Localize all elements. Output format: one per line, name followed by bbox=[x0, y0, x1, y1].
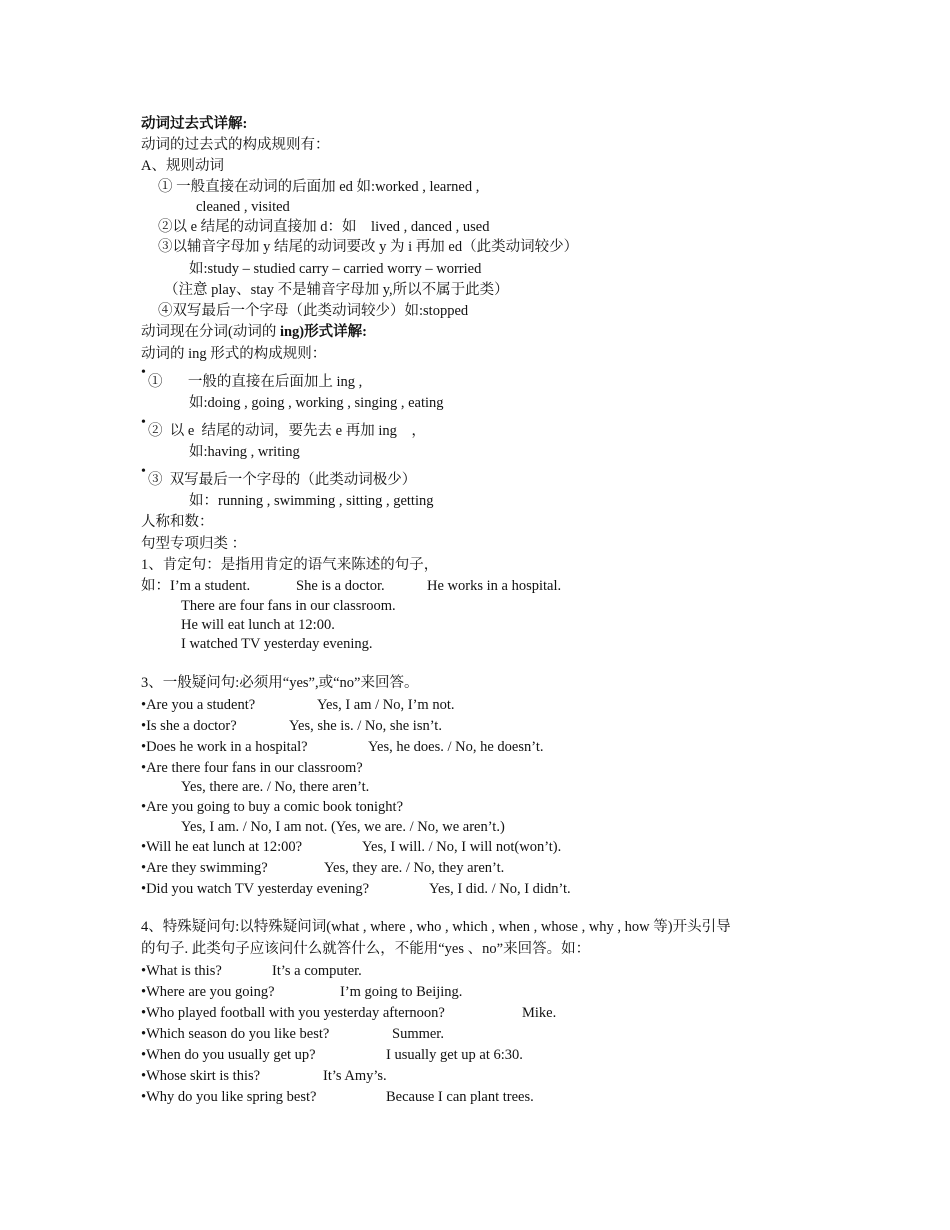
ing-title-part-1: 动词现在分词(动词的 bbox=[141, 324, 280, 340]
affirmative-example-1 bbox=[141, 577, 562, 595]
bullet: • bbox=[141, 860, 147, 876]
wh-question: Why do you like spring best? bbox=[146, 1089, 317, 1105]
yn-question: Did you watch TV yesterday evening? bbox=[146, 881, 370, 897]
page-title: 动词过去式详解: bbox=[141, 116, 248, 132]
bullet: • bbox=[141, 799, 147, 815]
affirmative-example-4: I watched TV yesterday evening. bbox=[181, 636, 373, 652]
ing-rule-1: ① 一般的直接在后面加上 ing , bbox=[148, 374, 363, 390]
ing-section-title bbox=[141, 323, 367, 341]
affirm-ex-1c: He works in a hospital. bbox=[427, 578, 562, 594]
wh-item bbox=[141, 962, 362, 980]
bullet: • bbox=[141, 984, 147, 1000]
rule-4: ④双写最后一个字母（此类动词较少）如:stopped bbox=[158, 303, 469, 319]
bullet: • bbox=[141, 1005, 147, 1021]
rule-3: ③以辅音字母加 y 结尾的动词要改 y 为 i 再加 ed（此类动词较少） bbox=[158, 239, 579, 255]
past-rules-intro: 动词的过去式的构成规则有： bbox=[141, 137, 330, 153]
affirm-ex-1a: 如：I’m a student. bbox=[141, 578, 251, 594]
wh-item bbox=[141, 1025, 444, 1043]
yn-question: Are there four fans in our classroom? bbox=[146, 760, 363, 776]
yn-answer: Yes, I am / No, I’m not. bbox=[317, 697, 455, 713]
wh-question: Whose skirt is this? bbox=[146, 1068, 261, 1084]
yn-item bbox=[141, 880, 571, 898]
wh-question: Which season do you like best? bbox=[146, 1026, 330, 1042]
wh-answer: I usually get up at 6:30. bbox=[386, 1047, 523, 1063]
yn-question: Are you going to buy a comic book tonight? bbox=[146, 799, 404, 815]
affirm-ex-1b: She is a doctor. bbox=[296, 578, 385, 594]
yn-answer: Yes, I will. / No, I will not(won’t). bbox=[362, 839, 562, 855]
bullet: • bbox=[141, 697, 147, 713]
wh-answer: Summer. bbox=[392, 1026, 444, 1042]
yn-question: Will he eat lunch at 12:00? bbox=[146, 839, 303, 855]
wh-question: When do you usually get up? bbox=[146, 1047, 316, 1063]
section-a-heading: A、规则动词 bbox=[141, 158, 224, 174]
yn-answer: Yes, I did. / No, I didn’t. bbox=[429, 881, 571, 897]
sentence-types-heading: 句型专项归类 ： bbox=[141, 536, 247, 552]
ing-title-part-3: )形式详解: bbox=[299, 324, 367, 340]
yn-answer: Yes, I am. / No, I am not. (Yes, we are. / No, we aren’t.) bbox=[181, 819, 505, 835]
yn-answer: Yes, he does. / No, he doesn’t. bbox=[368, 739, 544, 755]
wh-answer: It’s Amy’s. bbox=[323, 1068, 387, 1084]
bullet: • bbox=[141, 1068, 147, 1084]
ing-title-part-2: ing bbox=[279, 324, 300, 340]
yn-answer: Yes, she is. / No, she isn’t. bbox=[289, 718, 442, 734]
wh-item bbox=[141, 1046, 523, 1064]
yn-question: Does he work in a hospital? bbox=[146, 739, 308, 755]
ing-rule-3-example: 如：running , swimming , sitting , getting bbox=[189, 493, 434, 509]
wh-item bbox=[141, 1067, 387, 1085]
yn-question: Is she a doctor? bbox=[146, 718, 237, 734]
ing-rule-1-example: 如:doing , going , working , singing , eating bbox=[189, 395, 444, 411]
bullet: • bbox=[141, 1089, 147, 1105]
rule-1-line-1: ① 一般直接在动词的后面加 ed 如:worked , learned , bbox=[158, 179, 480, 195]
wh-question: Who played football with you yesterday afternoon? bbox=[146, 1005, 445, 1021]
bullet-ing-2: • bbox=[141, 415, 146, 430]
bullet: • bbox=[141, 963, 147, 979]
bullet: • bbox=[141, 1047, 147, 1063]
bullet: • bbox=[141, 1026, 147, 1042]
bullet: • bbox=[141, 718, 147, 734]
ing-intro: 动词的 ing 形式的构成规则： bbox=[141, 346, 327, 362]
wh-item bbox=[141, 1004, 557, 1022]
yn-question: Are you a student? bbox=[146, 697, 256, 713]
wh-item bbox=[141, 1088, 534, 1106]
affirmative-title: 1、肯定句：是指用肯定的语气来陈述的句子， bbox=[141, 557, 439, 573]
yn-item bbox=[141, 838, 562, 856]
bullet: • bbox=[141, 739, 147, 755]
rule-3-example: 如:study – studied carry – carried worry – worried bbox=[189, 261, 482, 277]
yn-item bbox=[141, 738, 544, 756]
rule-2: ②以 e 结尾的动词直接加 d：如 lived , danced , used bbox=[158, 219, 490, 235]
ing-rule-2: ② 以 e 结尾的动词，要先去 e 再加 ing ， bbox=[148, 423, 426, 439]
yes-no-title: 3、一般疑问句:必须用“yes”,或“no”来回答。 bbox=[141, 675, 419, 691]
wh-item bbox=[141, 983, 463, 1001]
wh-answer: Because I can plant trees. bbox=[386, 1089, 534, 1105]
person-number-heading: 人称和数： bbox=[141, 514, 214, 530]
wh-question: What is this? bbox=[146, 963, 222, 979]
yn-item bbox=[141, 759, 363, 777]
wh-answer: I’m going to Beijing. bbox=[340, 984, 463, 1000]
wh-answer: It’s a computer. bbox=[272, 963, 362, 979]
yn-item bbox=[141, 696, 455, 714]
bullet: • bbox=[141, 760, 147, 776]
rule-1-line-2: cleaned , visited bbox=[196, 199, 290, 215]
ing-rule-3: ③ 双写最后一个字母的（此类动词极少） bbox=[148, 472, 417, 488]
wh-question: Where are you going? bbox=[146, 984, 275, 1000]
rule-3-note: （注意 play、stay 不是辅音字母加 y,所以不属于此类） bbox=[164, 282, 509, 298]
yn-item bbox=[141, 859, 505, 877]
affirmative-example-2: There are four fans in our classroom. bbox=[181, 598, 396, 614]
bullet: • bbox=[141, 839, 147, 855]
yn-item bbox=[141, 717, 442, 735]
wh-title-line-1: 4、特殊疑问句:以特殊疑问词(what , where , who , which , when , whose , why , how 等)开头引导 bbox=[141, 919, 731, 935]
bullet: • bbox=[141, 881, 147, 897]
yn-answer: Yes, they are. / No, they aren’t. bbox=[324, 860, 505, 876]
yn-item bbox=[141, 798, 403, 816]
ing-rule-2-example: 如:having , writing bbox=[189, 444, 300, 460]
yn-question: Are they swimming? bbox=[146, 860, 268, 876]
yn-answer: Yes, there are. / No, there aren’t. bbox=[181, 779, 370, 795]
wh-answer: Mike. bbox=[522, 1005, 557, 1021]
wh-title-line-2: 的句子. 此类句子应该问什么就答什么，不能用“yes 、no”来回答。如： bbox=[141, 941, 591, 957]
bullet-ing-3: • bbox=[141, 464, 146, 479]
affirmative-example-3: He will eat lunch at 12:00. bbox=[181, 617, 335, 633]
bullet-ing-1: • bbox=[141, 365, 146, 380]
